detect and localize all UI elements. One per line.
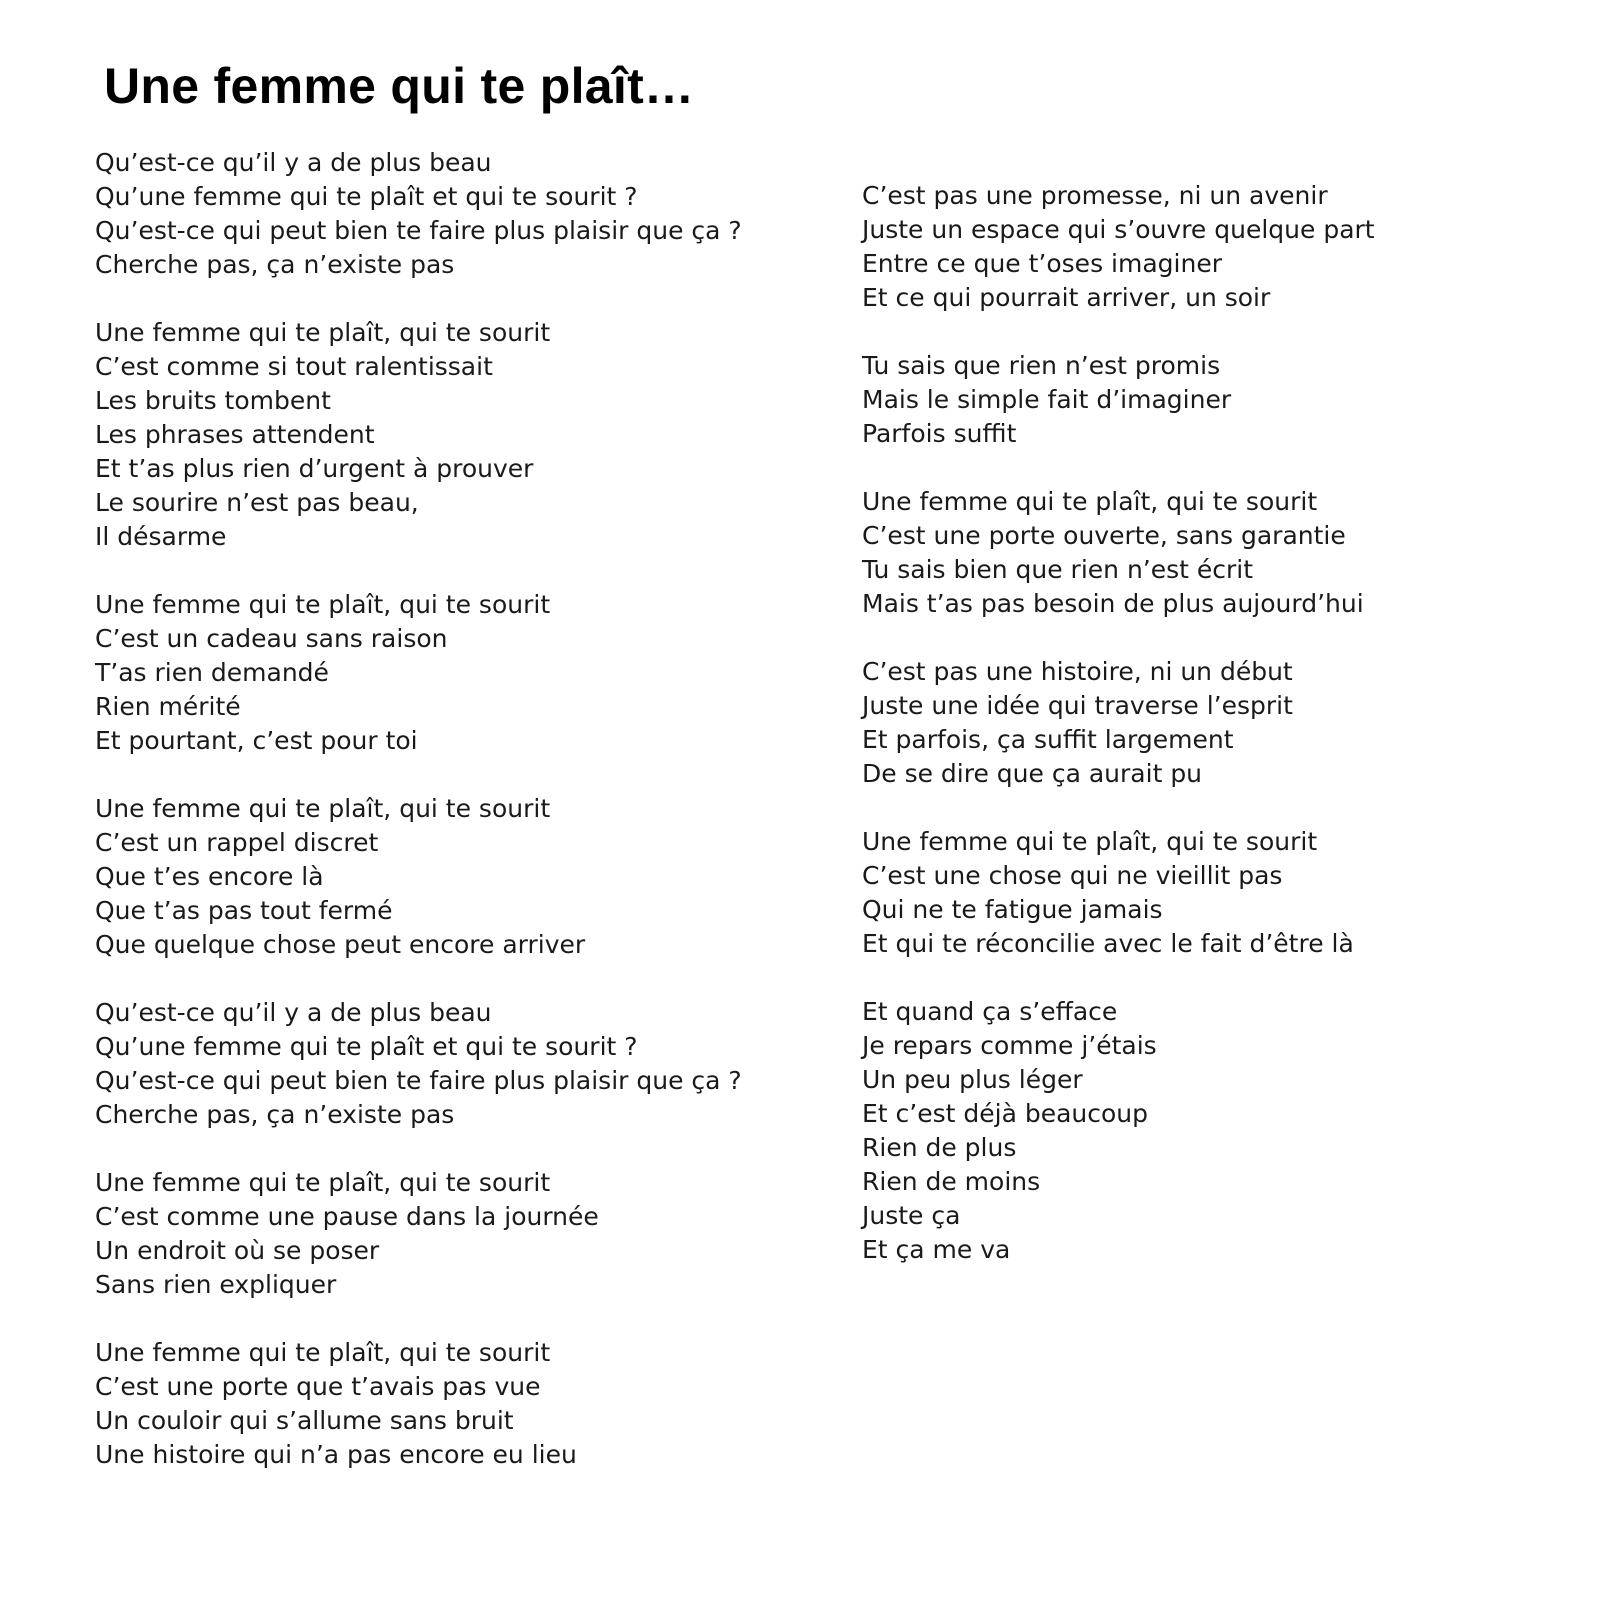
lyric-line: Les phrases attendent bbox=[95, 420, 375, 449]
lyric-line: Rien de moins bbox=[862, 1167, 1041, 1196]
lyric-line: Tu sais bien que rien n’est écrit bbox=[862, 555, 1254, 584]
lyric-line: Que t’es encore là bbox=[95, 862, 324, 891]
lyric-line: Et qui te réconcilie avec le fait d’être là bbox=[862, 929, 1354, 958]
lyric-line: Et parfois, ça suffit largement bbox=[862, 725, 1234, 754]
lyric-line: Et ce qui pourrait arriver, un soir bbox=[862, 283, 1271, 312]
lyric-line: Qu’est-ce qu’il y a de plus beau bbox=[95, 148, 492, 177]
lyric-line: Qu’est-ce qui peut bien te faire plus plaisir que ça ? bbox=[95, 1066, 742, 1095]
stanza bbox=[862, 995, 1562, 1267]
lyric-line: C’est une chose qui ne vieillit pas bbox=[862, 861, 1283, 890]
lyric-line: Juste ça bbox=[862, 1201, 961, 1230]
lyric-line: Il désarme bbox=[95, 522, 227, 551]
lyric-line: Et pourtant, c’est pour toi bbox=[95, 726, 418, 755]
lyric-line: Une femme qui te plaît, qui te sourit bbox=[95, 1338, 551, 1367]
stanza bbox=[862, 349, 1562, 451]
stanza bbox=[95, 316, 795, 554]
stanza bbox=[862, 179, 1562, 315]
stanza bbox=[862, 485, 1562, 621]
lyric-line: Une histoire qui n’a pas encore eu lieu bbox=[95, 1440, 577, 1469]
lyric-line: Que quelque chose peut encore arriver bbox=[95, 930, 586, 959]
stanza bbox=[862, 825, 1562, 961]
lyric-line: Je repars comme j’étais bbox=[862, 1031, 1157, 1060]
lyric-line: Les bruits tombent bbox=[95, 386, 331, 415]
lyric-line: Tu sais que rien n’est promis bbox=[862, 351, 1221, 380]
left-lyrics-column bbox=[95, 146, 795, 1472]
lyric-line: Rien mérité bbox=[95, 692, 241, 721]
lyric-line: Qu’est-ce qui peut bien te faire plus plaisir que ça ? bbox=[95, 216, 742, 245]
stanza bbox=[95, 1336, 795, 1472]
lyric-line: Un couloir qui s’allume sans bruit bbox=[95, 1406, 514, 1435]
page-title: Une femme qui te plaît… bbox=[104, 58, 695, 114]
lyric-line: C’est pas une promesse, ni un avenir bbox=[862, 181, 1328, 210]
lyric-line: C’est une porte que t’avais pas vue bbox=[95, 1372, 541, 1401]
lyric-line: C’est comme une pause dans la journée bbox=[95, 1202, 599, 1231]
lyric-line: Un peu plus léger bbox=[862, 1065, 1083, 1094]
lyric-line: Et t’as plus rien d’urgent à prouver bbox=[95, 454, 534, 483]
lyric-line: Qui ne te fatigue jamais bbox=[862, 895, 1163, 924]
lyric-line: Et ça me va bbox=[862, 1235, 1011, 1264]
lyric-line: Mais t’as pas besoin de plus aujourd’hui bbox=[862, 589, 1364, 618]
lyric-line: C’est comme si tout ralentissait bbox=[95, 352, 493, 381]
lyric-line: Rien de plus bbox=[862, 1133, 1017, 1162]
stanza bbox=[95, 146, 795, 282]
lyric-line: C’est pas une histoire, ni un début bbox=[862, 657, 1293, 686]
lyric-line: Parfois suffit bbox=[862, 419, 1017, 448]
lyric-line: Juste une idée qui traverse l’esprit bbox=[862, 691, 1293, 720]
stanza bbox=[95, 996, 795, 1132]
lyric-line: Le sourire n’est pas beau, bbox=[95, 488, 419, 517]
lyric-line: Juste un espace qui s’ouvre quelque part bbox=[862, 215, 1375, 244]
lyric-line: Et quand ça s’efface bbox=[862, 997, 1118, 1026]
lyric-line: Une femme qui te plaît, qui te sourit bbox=[95, 1168, 551, 1197]
lyric-line: C’est une porte ouverte, sans garantie bbox=[862, 521, 1346, 550]
right-lyrics-column bbox=[862, 179, 1562, 1267]
lyric-line: Que t’as pas tout fermé bbox=[95, 896, 393, 925]
stanza bbox=[95, 588, 795, 758]
lyric-line: Une femme qui te plaît, qui te sourit bbox=[95, 794, 551, 823]
lyric-line: Mais le simple fait d’imaginer bbox=[862, 385, 1232, 414]
stanza bbox=[95, 1166, 795, 1302]
lyric-line: C’est un rappel discret bbox=[95, 828, 379, 857]
lyric-line: Sans rien expliquer bbox=[95, 1270, 337, 1299]
lyric-line: Une femme qui te plaît, qui te sourit bbox=[862, 827, 1318, 856]
stanza bbox=[95, 792, 795, 962]
lyric-line: C’est un cadeau sans raison bbox=[95, 624, 448, 653]
lyric-line: T’as rien demandé bbox=[95, 658, 329, 687]
lyric-line: Et c’est déjà beaucoup bbox=[862, 1099, 1149, 1128]
lyric-line: Une femme qui te plaît, qui te sourit bbox=[862, 487, 1318, 516]
lyric-line: De se dire que ça aurait pu bbox=[862, 759, 1203, 788]
lyric-line: Qu’une femme qui te plaît et qui te sourit ? bbox=[95, 1032, 638, 1061]
lyric-line: Qu’une femme qui te plaît et qui te sourit ? bbox=[95, 182, 638, 211]
lyric-line: Entre ce que t’oses imaginer bbox=[862, 249, 1222, 278]
lyric-line: Une femme qui te plaît, qui te sourit bbox=[95, 590, 551, 619]
lyric-line: Cherche pas, ça n’existe pas bbox=[95, 250, 455, 279]
stanza bbox=[862, 655, 1562, 791]
lyric-line: Une femme qui te plaît, qui te sourit bbox=[95, 318, 551, 347]
lyric-line: Qu’est-ce qu’il y a de plus beau bbox=[95, 998, 492, 1027]
lyric-line: Un endroit où se poser bbox=[95, 1236, 380, 1265]
lyric-line: Cherche pas, ça n’existe pas bbox=[95, 1100, 455, 1129]
